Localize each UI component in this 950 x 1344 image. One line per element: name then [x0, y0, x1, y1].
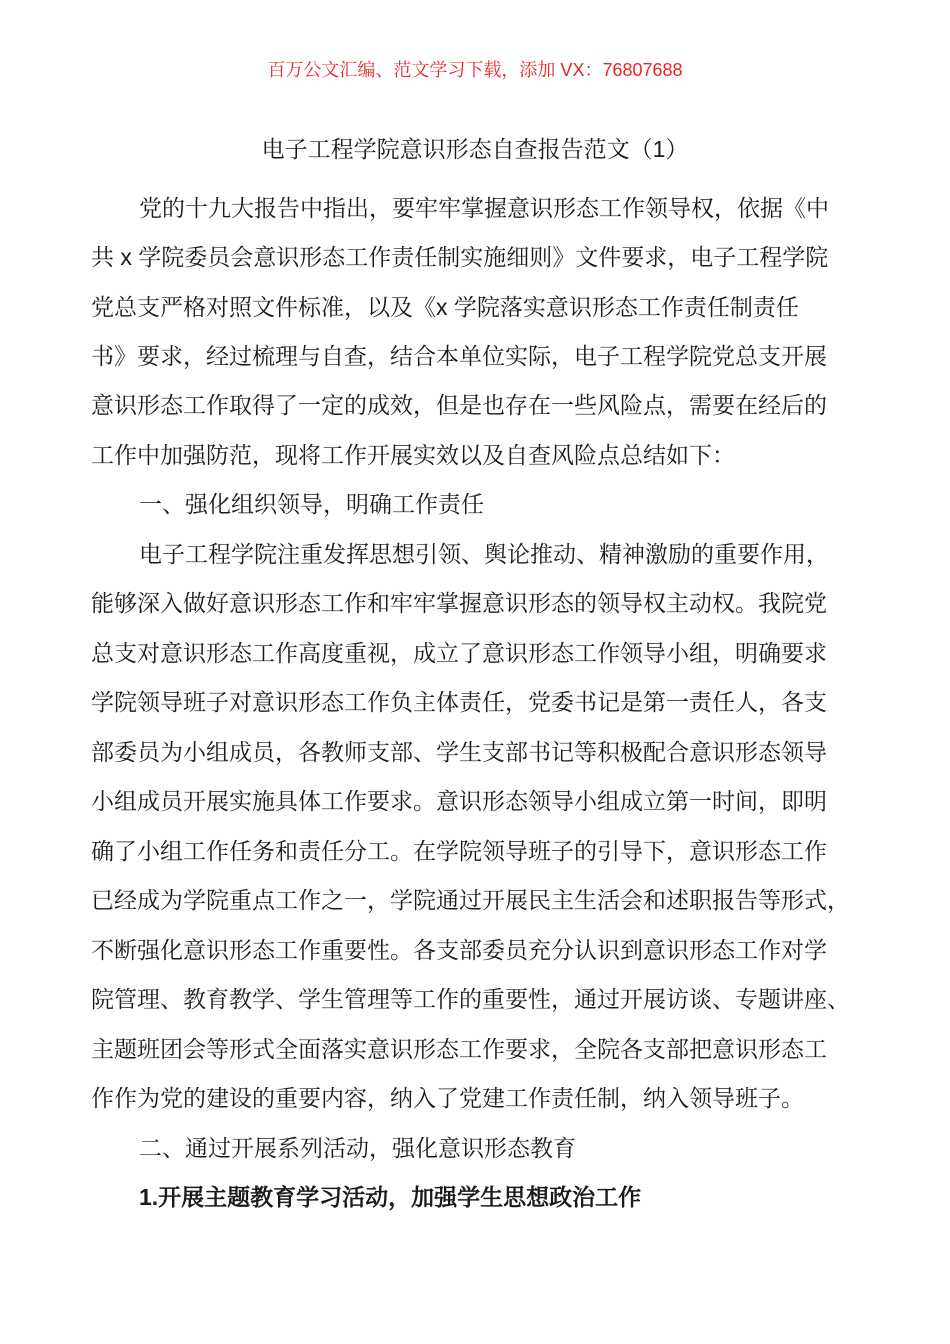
paragraph-line: 工作中加强防范，现将工作开展实效以及自查风险点总结如下：	[91, 442, 735, 468]
paragraph-line: 书》要求，经过梳理与自查，结合本单位实际，电子工程学院党总支开展	[91, 343, 827, 369]
subsection-heading: 1.开展主题教育学习活动，加强学生思想政治工作	[139, 1184, 642, 1210]
paragraph-line: 已经成为学院重点工作之一，学院通过开展民主生活会和述职报告等形式，	[91, 887, 850, 913]
paragraph-line: 党总支严格对照文件标准，以及《x 学院落实意识形态工作责任制责任	[91, 294, 799, 320]
paragraph-line: 确了小组工作任务和责任分工。在学院领导班子的引导下，意识形态工作	[91, 838, 827, 864]
header-notice: 百万公文汇编、范文学习下载，添加 VX：76807688	[267, 60, 683, 80]
paragraph-line: 电子工程学院注重发挥思想引领、舆论推动、精神激励的重要作用，	[139, 541, 829, 567]
paragraph-line: 作作为党的建设的重要内容，纳入了党建工作责任制，纳入领导班子。	[91, 1085, 804, 1111]
paragraph-line: 主题班团会等形式全面落实意识形态工作要求，全院各支部把意识形态工	[91, 1036, 827, 1062]
paragraph-line: 学院领导班子对意识形态工作负主体责任，党委书记是第一责任人，各支	[91, 689, 827, 715]
paragraph-line: 能够深入做好意识形态工作和牢牢掌握意识形态的领导权主动权。我院党	[91, 590, 827, 616]
paragraph-line: 共 x 学院委员会意识形态工作责任制实施细则》文件要求，电子工程学院	[91, 244, 829, 270]
paragraph-line: 小组成员开展实施具体工作要求。意识形态领导小组成立第一时间，即明	[91, 788, 827, 814]
paragraph-line: 总支对意识形态工作高度重视，成立了意识形态工作领导小组，明确要求	[91, 640, 827, 666]
document-title: 电子工程学院意识形态自查报告范文（1）	[261, 136, 689, 162]
paragraph-line: 党的十九大报告中指出，要牢牢掌握意识形态工作领导权，依据《中	[139, 195, 829, 221]
section-heading: 一、强化组织领导，明确工作责任	[139, 491, 484, 517]
section-heading: 二、通过开展系列活动，强化意识形态教育	[139, 1135, 576, 1161]
paragraph-line: 院管理、教育教学、学生管理等工作的重要性，通过开展访谈、专题讲座、	[91, 986, 850, 1012]
paragraph-line: 意识形态工作取得了一定的成效，但是也存在一些风险点，需要在经后的	[91, 392, 827, 418]
paragraph-line: 部委员为小组成员，各教师支部、学生支部书记等积极配合意识形态领导	[91, 739, 827, 765]
paragraph-line: 不断强化意识形态工作重要性。各支部委员充分认识到意识形态工作对学	[91, 937, 827, 963]
